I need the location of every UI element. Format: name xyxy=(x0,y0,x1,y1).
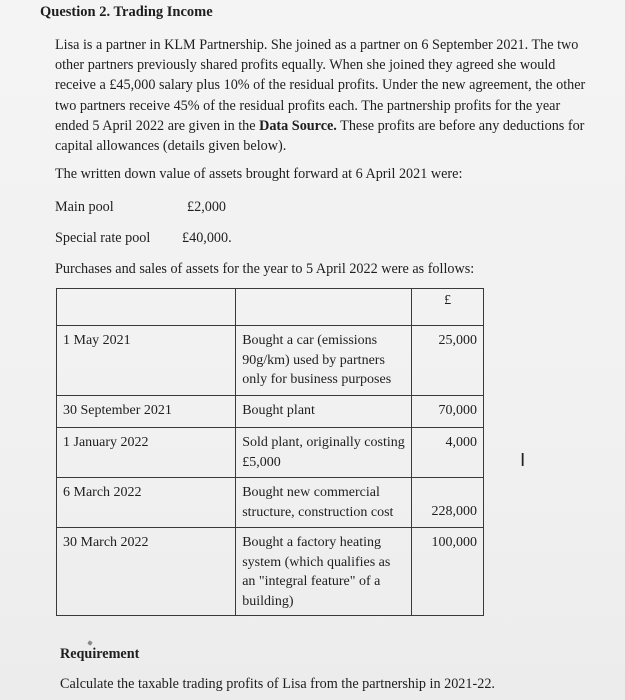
row-amount: 70,000 xyxy=(412,396,484,428)
row-description: Bought a factory heating system (which qualifies as an "integral feature" of a building) xyxy=(236,528,412,616)
row-description: Bought plant xyxy=(236,396,412,428)
table-row xyxy=(57,326,484,396)
intro-line: These profits are before any deductions for xyxy=(336,117,585,134)
row-date: 1 May 2021 xyxy=(57,326,236,396)
row-date: 1 January 2022 xyxy=(57,428,236,478)
row-description: Bought new commercial structure, construction cost xyxy=(236,478,412,528)
intro-line: other partners previously shared profits equally. When she joined they agreed she would xyxy=(55,57,556,74)
intro-line: capital allowances (details given below). xyxy=(55,138,287,155)
row-date: 6 March 2022 xyxy=(57,478,236,528)
requirement-text: Calculate the taxable trading profits of Lisa from the partnership in 2021-22. xyxy=(60,676,495,692)
data-source-ref: Data Source. xyxy=(259,117,337,134)
row-description: Bought a car (emissions 90g/km) used by partners only for business purposes xyxy=(236,326,412,396)
intro-paragraph xyxy=(55,35,610,156)
table-row xyxy=(57,428,484,478)
main-pool-label: Main pool xyxy=(55,199,114,215)
table-row xyxy=(57,396,484,428)
table-row xyxy=(57,528,484,616)
row-date: 30 March 2022 xyxy=(57,528,236,616)
intro-line: ended 5 April 2022 are given in the xyxy=(55,117,260,134)
intro-line: two partners receive 45% of the residual profits each. The partnership profits for the year xyxy=(55,97,561,114)
wdv-intro: The written down value of assets brought forward at 6 April 2021 were: xyxy=(55,166,463,182)
intro-line: receive a £45,000 salary plus 10% of the residual profits. Under the new agreement, the other xyxy=(55,77,586,94)
table-header-row xyxy=(57,289,484,326)
currency-header: £ xyxy=(412,289,484,326)
intro-line: Lisa is a partner in KLM Partnership. She joined as a partner on 6 September 2021. The two xyxy=(55,37,579,53)
table-row xyxy=(57,478,484,528)
special-pool-value: £40,000. xyxy=(182,230,232,246)
question-title: Question 2. Trading Income xyxy=(40,4,213,20)
row-amount: 100,000 xyxy=(412,528,484,616)
row-amount: 4,000 xyxy=(412,428,484,478)
requirement-title: Requirement xyxy=(60,646,140,662)
row-date: 30 September 2021 xyxy=(57,396,236,428)
stray-mark xyxy=(87,640,92,645)
text-cursor-icon: I xyxy=(520,450,526,471)
row-description: Sold plant, originally costing £5,000 xyxy=(236,428,412,478)
row-amount: 228,000 xyxy=(412,478,484,528)
purchases-intro: Purchases and sales of assets for the year to 5 April 2022 were as follows: xyxy=(55,261,475,277)
main-pool-value: £2,000 xyxy=(187,199,227,215)
special-pool-label: Special rate pool xyxy=(55,230,151,246)
assets-table xyxy=(56,288,484,616)
row-amount: 25,000 xyxy=(412,326,484,396)
